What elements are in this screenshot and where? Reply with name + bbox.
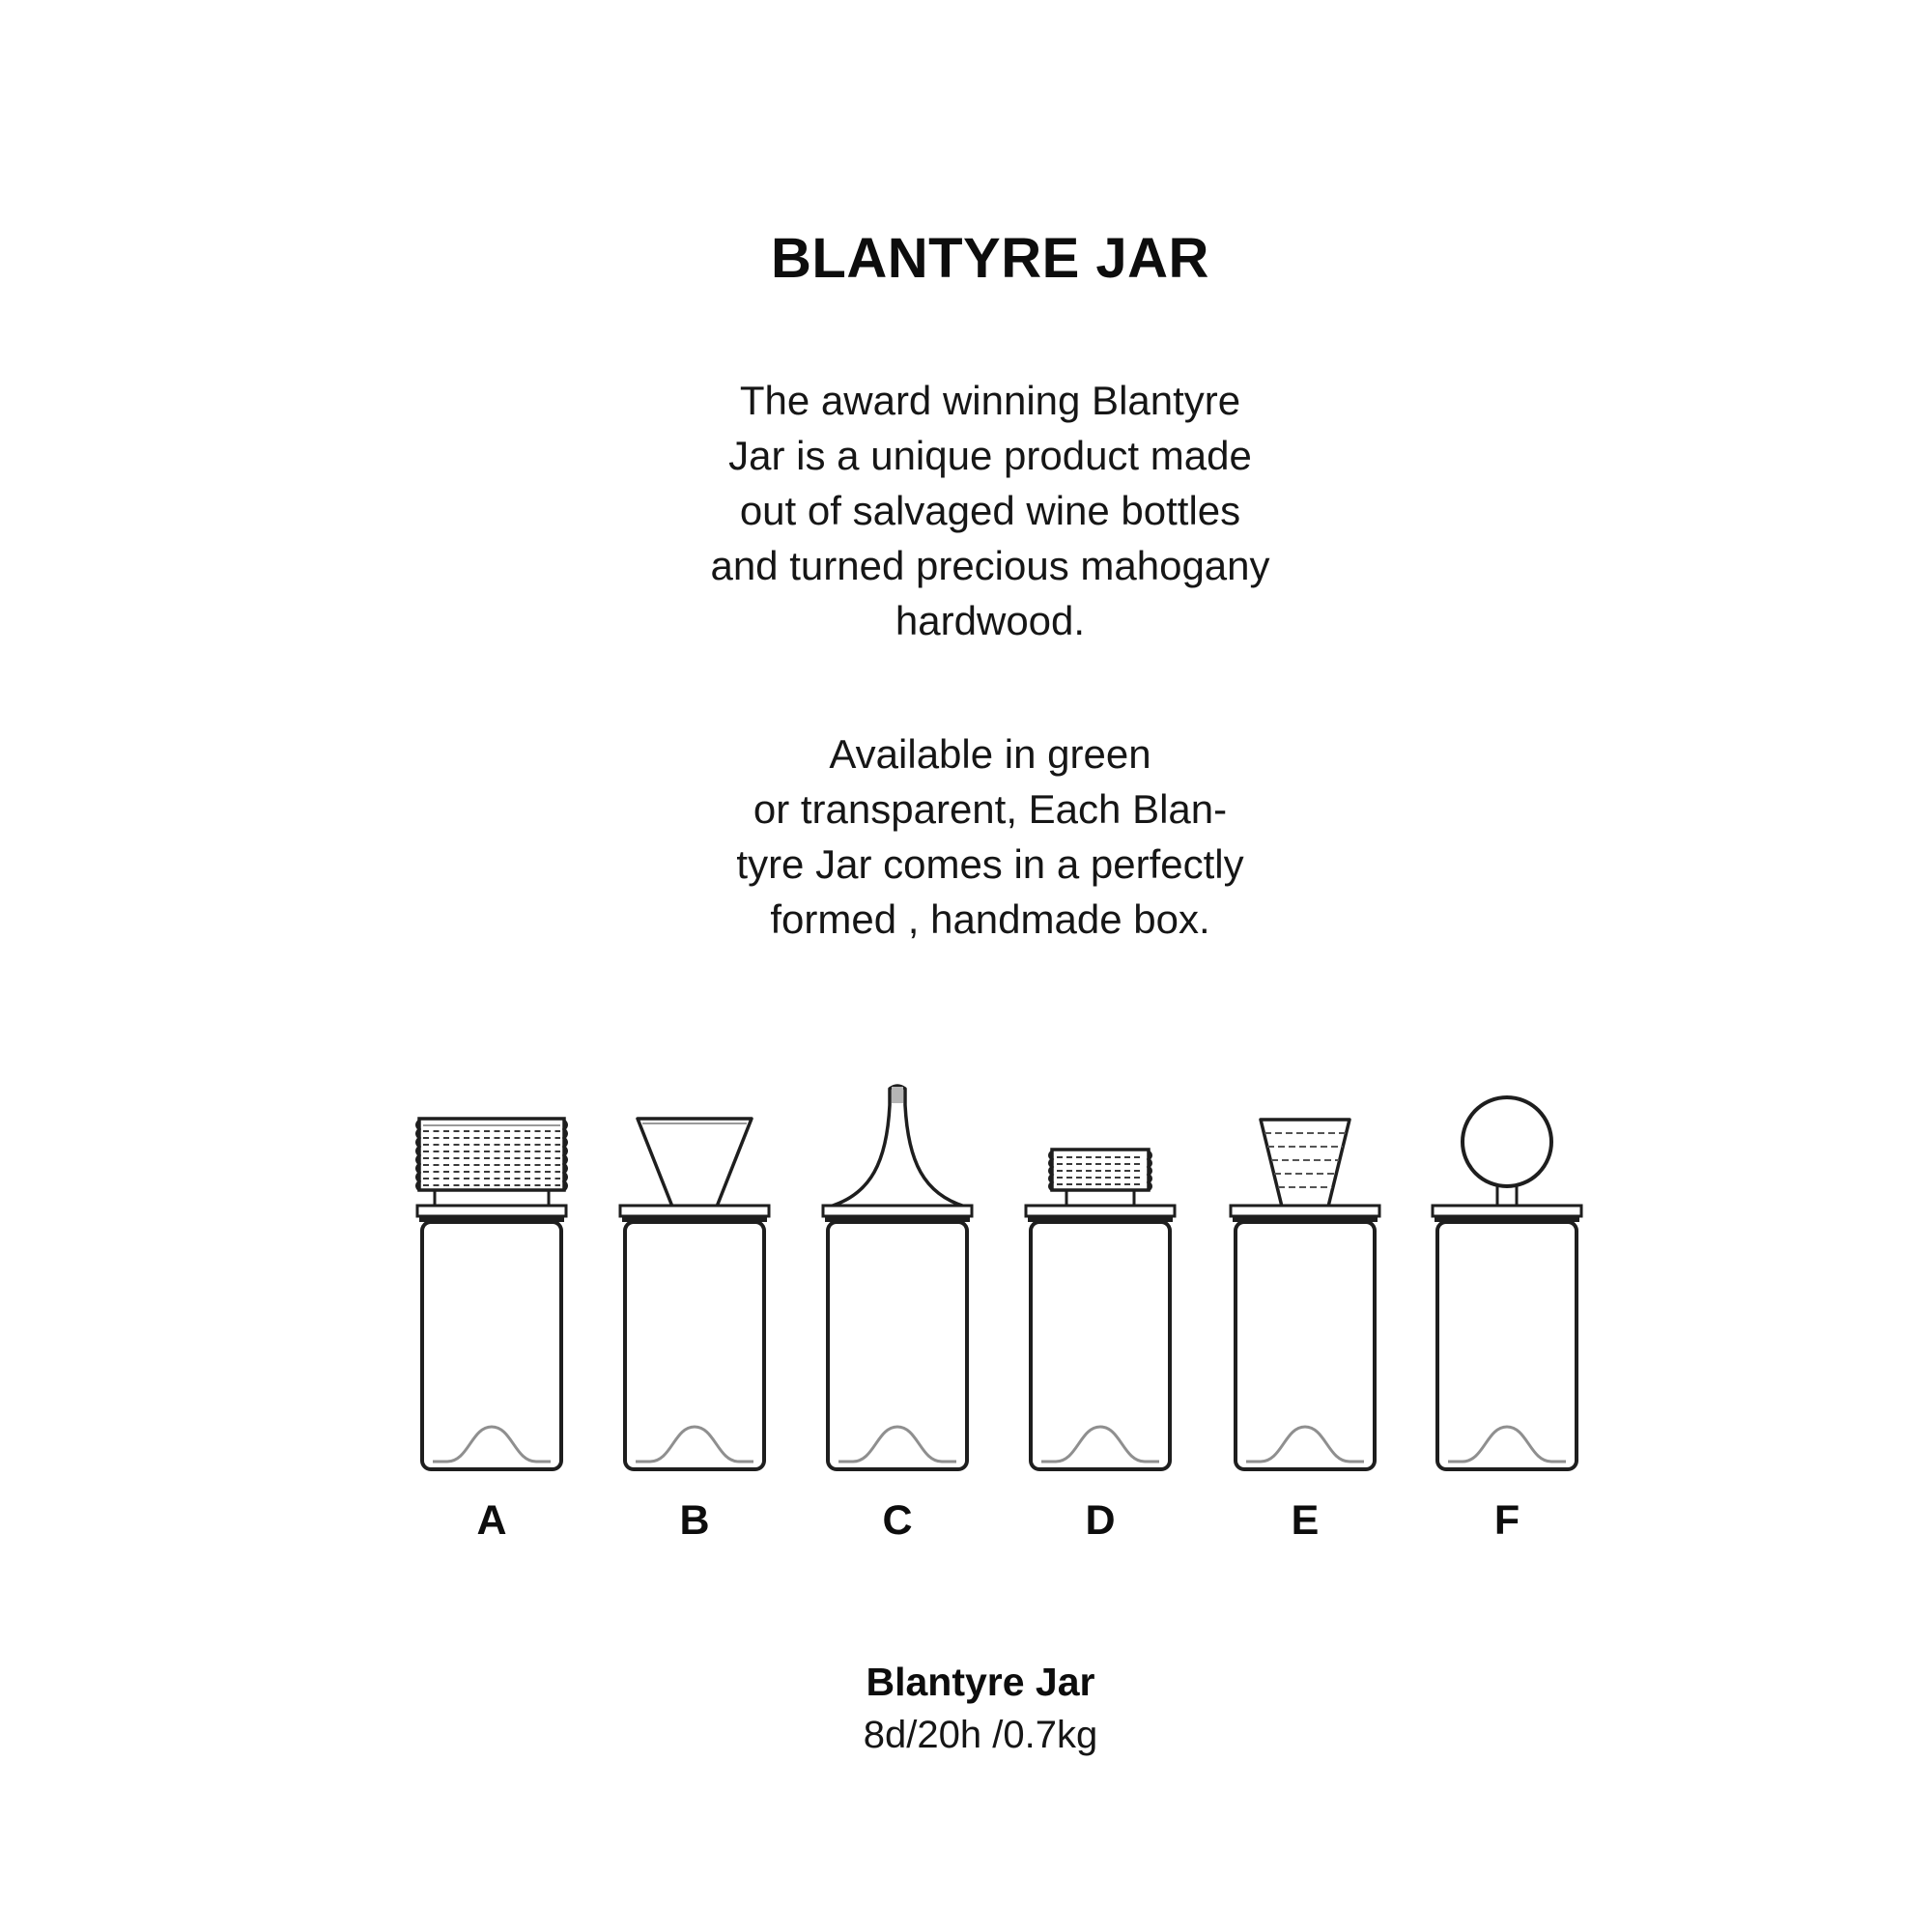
lid-tapered-ribbed-stopper-icon xyxy=(1261,1120,1350,1207)
jar-body xyxy=(823,1206,972,1469)
figure-caption xyxy=(14,1658,1932,1758)
lid-small-ribbed-screw-cap-icon xyxy=(1050,1150,1151,1207)
jar-drawing-d xyxy=(999,1072,1202,1478)
availability-description xyxy=(24,726,1932,947)
jar-body xyxy=(1231,1206,1379,1469)
description-line: and turned precious mahogany xyxy=(710,543,1270,588)
jar-variant-a xyxy=(390,1072,593,1544)
description-line: tyre Jar comes in a perfectly xyxy=(736,841,1244,887)
variant-label: C xyxy=(882,1497,913,1544)
description-line: Available in green xyxy=(829,731,1151,777)
description-line: formed , handmade box. xyxy=(770,896,1210,942)
description-line: The award winning Blantyre xyxy=(739,378,1241,423)
description-line: out of salvaged wine bottles xyxy=(739,488,1241,533)
page-title: BLANTYRE JAR xyxy=(771,227,1209,290)
caption-dimensions: 8d/20h /0.7kg xyxy=(863,1714,1098,1756)
jar-body xyxy=(1026,1206,1175,1469)
jar-variant-c xyxy=(796,1072,999,1544)
jar-variant-d xyxy=(999,1072,1202,1544)
lid-wide-ribbed-screw-cap-icon xyxy=(417,1119,567,1207)
caption-product-name: Blantyre Jar xyxy=(866,1660,1095,1704)
jar-body xyxy=(1433,1206,1581,1469)
variant-label: D xyxy=(1085,1497,1116,1544)
variant-label: E xyxy=(1291,1497,1320,1544)
description-line: Jar is a unique product made xyxy=(728,433,1252,478)
lid-curved-spout-icon xyxy=(830,1086,965,1207)
jar-variant-f xyxy=(1406,1072,1608,1544)
lid-funnel-stopper-icon xyxy=(638,1119,752,1207)
jar-body xyxy=(417,1206,566,1469)
jar-drawing-f xyxy=(1406,1072,1608,1478)
product-description xyxy=(24,373,1932,648)
jar-body xyxy=(620,1206,769,1469)
jar-drawing-b xyxy=(593,1072,796,1478)
variant-label: F xyxy=(1493,1497,1520,1544)
jar-drawing-e xyxy=(1204,1072,1406,1478)
jar-variant-b xyxy=(593,1072,796,1544)
description-line: hardwood. xyxy=(895,598,1086,643)
jar-variant-e xyxy=(1204,1072,1406,1544)
jar-drawing-c xyxy=(796,1072,999,1478)
variant-label: A xyxy=(476,1497,507,1544)
variant-label: B xyxy=(679,1497,710,1544)
jar-variants-figure xyxy=(0,1072,1932,1544)
lid-ball-knob-stopper-icon xyxy=(1463,1097,1551,1207)
jar-drawing-a xyxy=(390,1072,593,1478)
description-line: or transparent, Each Blan- xyxy=(753,786,1228,832)
